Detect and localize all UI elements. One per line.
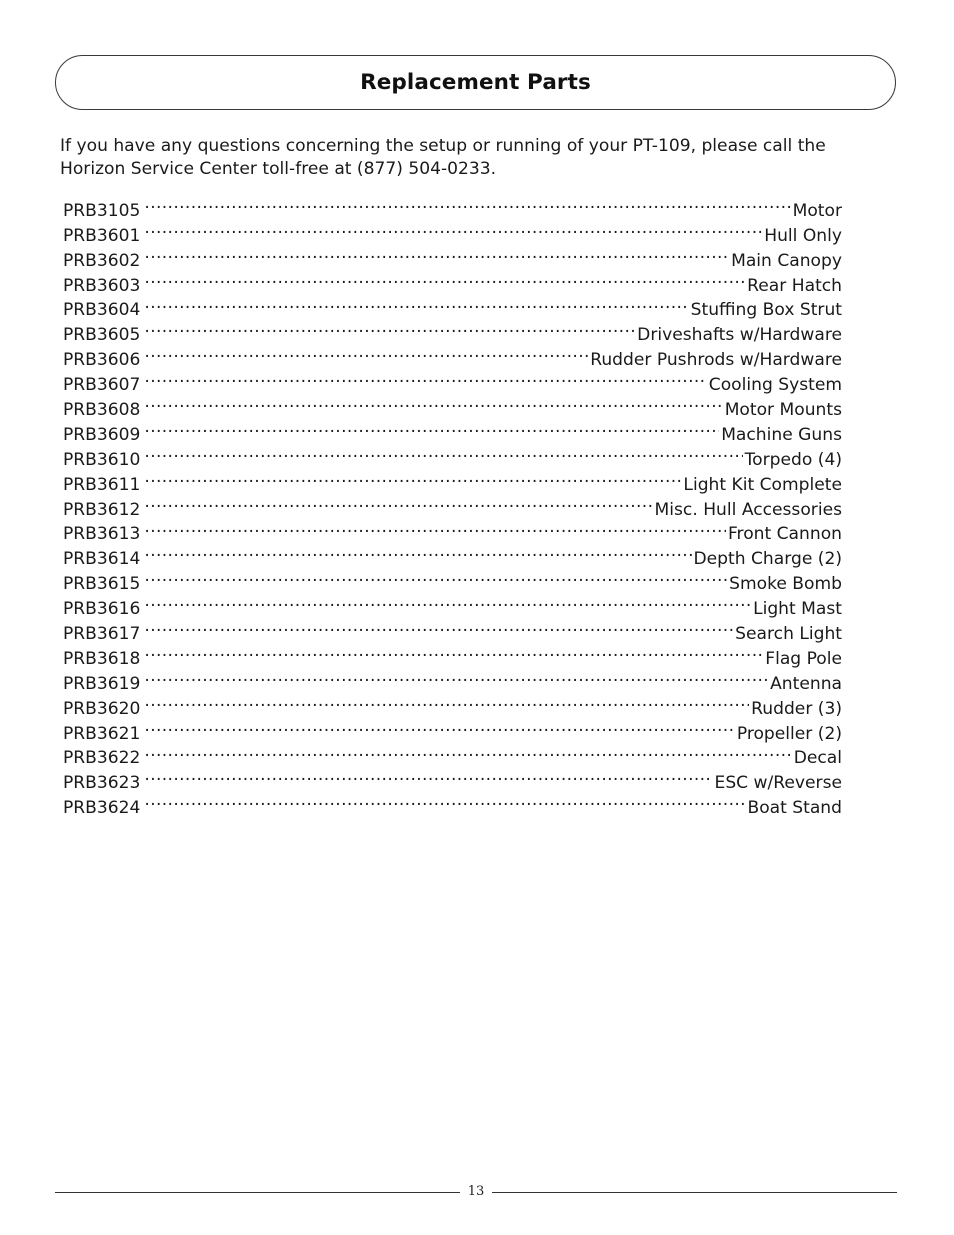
dot-leader <box>144 689 749 714</box>
page-title: Replacement Parts <box>360 70 591 95</box>
part-row <box>63 241 842 271</box>
dot-leader <box>144 739 791 764</box>
part-row <box>63 763 842 794</box>
part-number: PRB3610 <box>63 449 141 470</box>
part-description: Rear Hatch <box>745 274 842 299</box>
dot-leader <box>144 564 727 589</box>
part-number: PRB3606 <box>63 350 141 371</box>
parts-list <box>63 191 842 819</box>
part-number: PRB3609 <box>63 424 141 445</box>
part-row <box>63 614 842 645</box>
part-number: PRB3601 <box>63 225 141 246</box>
part-description: Torpedo (4) <box>743 448 842 473</box>
dot-leader <box>144 664 768 689</box>
part-row <box>63 664 842 694</box>
part-row <box>63 191 842 221</box>
dot-leader <box>144 639 763 664</box>
part-description: Driveshafts w/Hardware <box>635 323 842 348</box>
part-description: ESC w/Reverse <box>713 771 842 796</box>
part-description: Light Kit Complete <box>681 473 842 498</box>
part-number: PRB3622 <box>63 748 141 769</box>
part-number: PRB3624 <box>63 798 141 819</box>
part-number: PRB3614 <box>63 549 141 570</box>
intro-paragraph: If you have any questions concerning the setup or running of your PT-109, please call the Horizon Service Center toll-free at (877) 504-0233. <box>60 136 826 179</box>
part-description: Front Cannon <box>726 522 842 547</box>
part-description: Stuffing Box Strut <box>689 298 842 323</box>
part-description: Machine Guns <box>719 423 842 448</box>
part-row <box>63 440 842 470</box>
dot-leader <box>144 714 734 739</box>
dot-leader <box>144 390 722 415</box>
part-row <box>63 515 842 545</box>
dot-leader <box>144 788 745 813</box>
footer-rule-left <box>55 1192 460 1193</box>
dot-leader <box>144 763 712 788</box>
dot-leader <box>144 365 706 390</box>
part-description: Propeller (2) <box>735 722 842 747</box>
part-description: Misc. Hull Accessories <box>653 498 842 523</box>
part-number: PRB3623 <box>63 773 141 794</box>
part-number: PRB3607 <box>63 375 141 396</box>
part-row <box>63 639 842 669</box>
dot-leader <box>144 291 688 316</box>
part-number: PRB3619 <box>63 673 141 694</box>
part-number: PRB3621 <box>63 723 141 744</box>
dot-leader <box>144 266 745 291</box>
part-row <box>63 788 842 819</box>
part-row <box>63 216 842 246</box>
part-row <box>63 689 842 719</box>
part-row <box>63 465 842 495</box>
part-number: PRB3602 <box>63 250 141 271</box>
part-description: Smoke Bomb <box>727 572 842 597</box>
dot-leader <box>144 490 652 515</box>
footer-rule-right <box>492 1192 897 1193</box>
part-description: Flag Pole <box>763 647 842 672</box>
part-number: PRB3608 <box>63 400 141 421</box>
part-number: PRB3618 <box>63 648 141 669</box>
dot-leader <box>144 614 733 639</box>
dot-leader <box>144 440 742 465</box>
part-description: Main Canopy <box>729 249 842 274</box>
part-number: PRB3617 <box>63 624 141 645</box>
part-row <box>63 266 842 296</box>
part-description: Rudder Pushrods w/Hardware <box>588 348 842 373</box>
dot-leader <box>144 465 681 490</box>
part-description: Motor <box>791 199 842 224</box>
part-description: Hull Only <box>762 224 842 249</box>
part-number: PRB3604 <box>63 300 141 321</box>
dot-leader <box>144 191 790 216</box>
page-number: 13 <box>467 1184 485 1199</box>
part-number: PRB3616 <box>63 599 141 620</box>
part-number: PRB3615 <box>63 574 141 595</box>
part-row <box>63 291 842 321</box>
part-row <box>63 739 842 769</box>
dot-leader <box>144 340 588 365</box>
part-number: PRB3613 <box>63 524 141 545</box>
dot-leader <box>144 539 691 564</box>
dot-leader <box>144 315 635 340</box>
part-description: Rudder (3) <box>749 697 842 722</box>
part-description: Light Mast <box>751 597 842 622</box>
part-number: PRB3105 <box>63 200 141 221</box>
part-number: PRB3620 <box>63 698 141 719</box>
part-number: PRB3611 <box>63 474 141 495</box>
part-row <box>63 589 842 620</box>
dot-leader <box>144 415 719 440</box>
dot-leader <box>144 515 726 540</box>
part-description: Search Light <box>733 622 842 647</box>
part-description: Decal <box>792 746 842 771</box>
dot-leader <box>144 589 751 614</box>
part-number: PRB3603 <box>63 275 141 296</box>
part-number: PRB3605 <box>63 325 141 346</box>
part-description: Boat Stand <box>745 796 842 821</box>
part-description: Motor Mounts <box>723 398 842 423</box>
part-description: Depth Charge (2) <box>692 547 843 572</box>
part-number: PRB3612 <box>63 499 141 520</box>
part-row <box>63 714 842 744</box>
dot-leader <box>144 241 729 266</box>
part-description: Cooling System <box>707 373 842 398</box>
part-row <box>63 564 842 595</box>
part-description: Antenna <box>768 672 842 697</box>
dot-leader <box>144 216 762 241</box>
title-box <box>55 55 896 110</box>
